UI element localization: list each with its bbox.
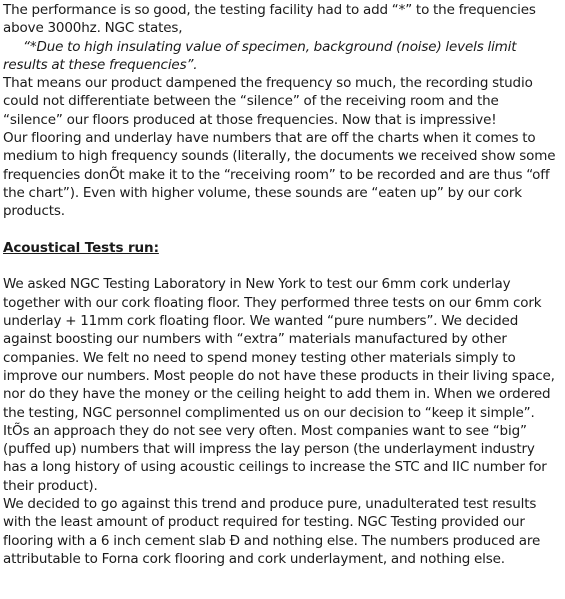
spacer <box>3 257 561 275</box>
tests-paragraph: We asked NGC Testing Laboratory in New York to test our 6mm cork underlay together with our cork floating floor. They performed three tests on our 6mm cork underlay + 11mm cork floating floor. We wanted “pure numbers”. We decided against boosting our numbers with “extra” materials manufactured by other companies. We felt no need to spend money testing other materials simply to improve our numbers. Most people do not have these products in their living space, nor do they have the money or the ceiling height to add them in. When we ordered the testing, NGC personnel complimented us on our decision to “keep it simple”. ItÕs an approach they do not see very often. Most companies want to see “big” (puffed up) numbers that will impress the lay person (the underlayment industry has a long history of using acoustic ceilings to increase the STC and IIC number for their product). <box>3 276 555 494</box>
ngc-quote: “*Due to high insulating value of specimen, background (noise) levels limit results at these frequencies”. <box>3 38 517 73</box>
section-heading: Acoustical Tests run: <box>3 239 159 256</box>
trend-paragraph: We decided to go against this trend and produce pure, unadulterated test results with the least amount of product required for testing. NGC Testing provided our flooring with a 6 inch cement slab Ð and nothing else. The numbers produced are attributable to Forna cork flooring and cork underlayment, and nothing else. <box>3 496 541 567</box>
spacer <box>3 221 561 239</box>
intro-paragraph: The performance is so good, the testing facility had to add “*” to the frequencies above 3000hz. NGC states, <box>3 2 536 37</box>
off-charts-paragraph: Our flooring and underlay have numbers that are off the charts when it comes to medium to high frequency sounds (literally, the documents we received show some frequencies donÕt make it to the “receiving room” to be recorded and are thus “off the chart”). Even with higher volume, these sounds are “eaten up” by our cork products. <box>3 130 556 220</box>
document-page <box>3 1 561 568</box>
dampened-paragraph: That means our product dampened the frequency so much, the recording studio could not differentiate between the “silence” of the receiving room and the “silence” our floors produced at those frequencies. Now that is impressive! <box>3 75 533 128</box>
